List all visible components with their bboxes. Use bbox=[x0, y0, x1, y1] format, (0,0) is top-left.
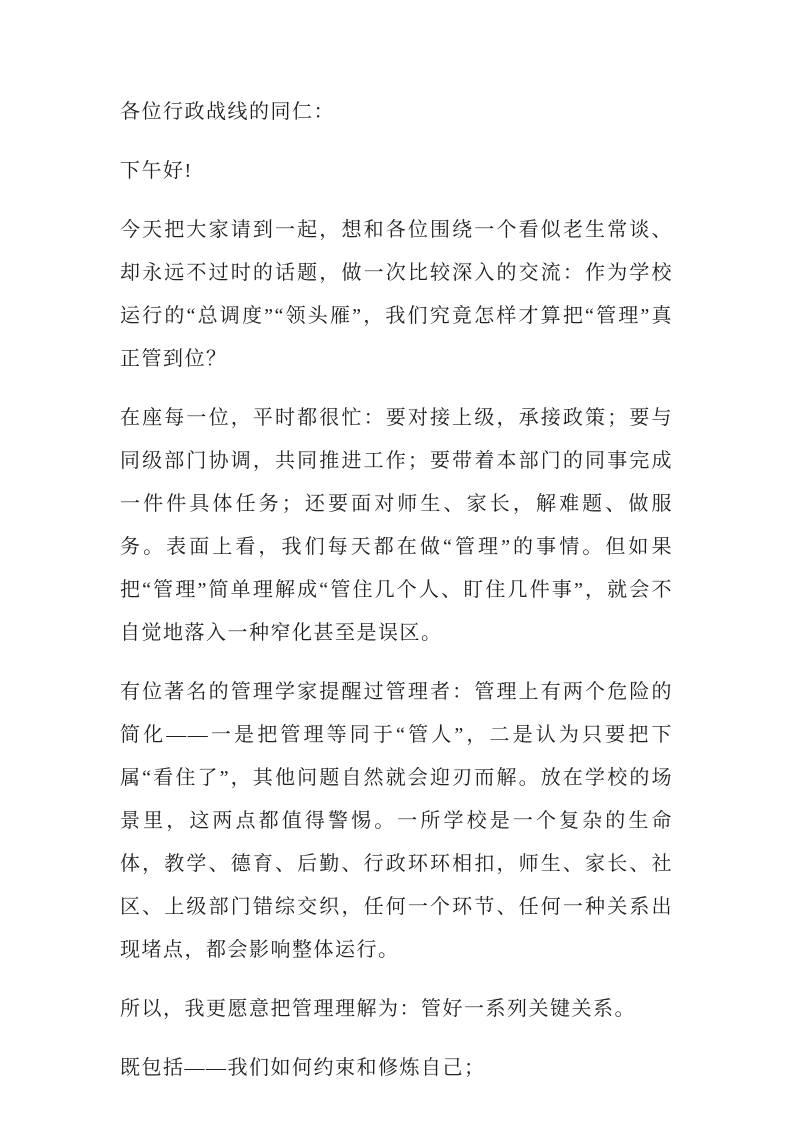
paragraph-self-discipline: 既包括——我们如何约束和修炼自己； bbox=[120, 1057, 486, 1079]
paragraph-busy-work: 在座每一位，平时都很忙：要对接上级，承接政策；要与同级部门协调，共同推进工作；要带着本部门的同事完成一件件具体任务；还要面对师生、家长，解难题、做服务。表面上看，我们每天都在做“管理”的事情。但如果把“管理”简单理解成“管住几个人、盯住几件事”，就会不自觉地落入一种窄化甚至是误区。 bbox=[120, 407, 673, 644]
salutation-line: 各位行政战线的同仁： bbox=[120, 101, 335, 123]
paragraph-key-relationships: 所以，我更愿意把管理理解为：管好一系列关键关系。 bbox=[120, 998, 636, 1020]
paragraph-intro: 今天把大家请到一起，想和各位围绕一个看似老生常谈、却永远不过时的话题，做一次比较深入的交流：作为学校运行的“总调度”“领头雁”，我们究竟怎样才算把“管理”真正管到位？ bbox=[120, 219, 673, 370]
greeting-line: 下午好! bbox=[120, 160, 193, 182]
paragraph-management-expert: 有位著名的管理学家提醒过管理者：管理上有两个危险的简化——一是把管理等同于“管人”，二是认为只要把下属“看住了”，其他问题自然就会迎刃而解。放在学校的场景里，这两点都值得警惕。一所学校是一个复杂的生命体，教学、德育、后勤、行政环环相扣，师生、家长、社区、上级部门错综交织，任何一个环节、任何一种关系出现堵点，都会影响整体运行。 bbox=[120, 681, 673, 961]
